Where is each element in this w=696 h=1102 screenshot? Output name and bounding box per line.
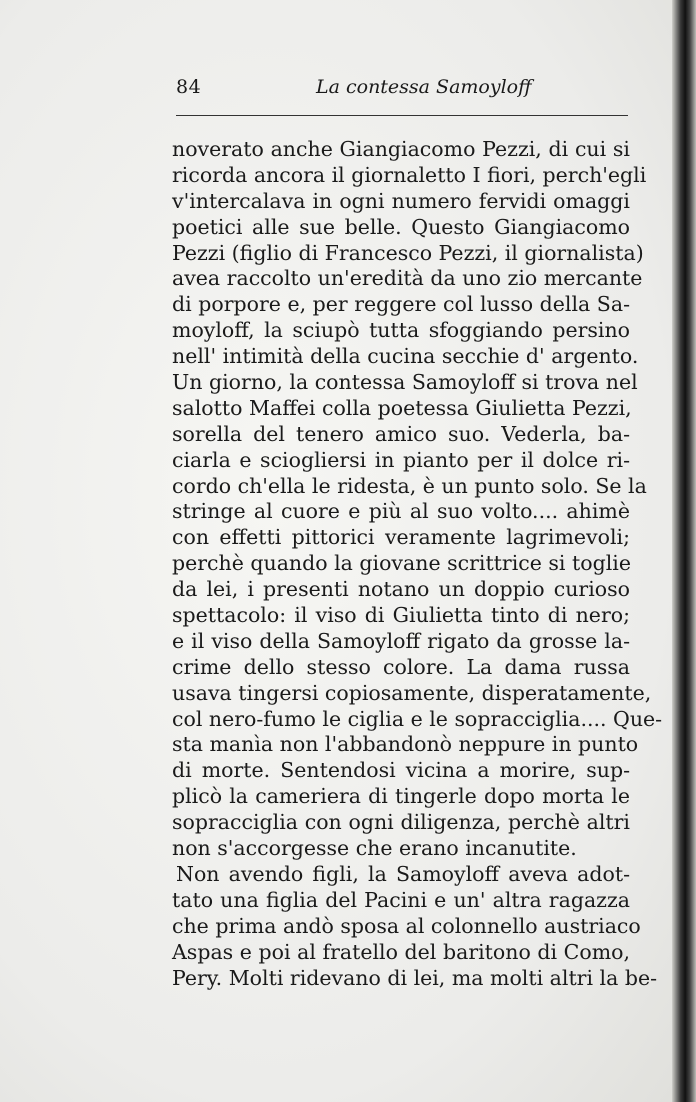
text-line: plicò la cameriera di tingerle dopo morta le: [172, 784, 630, 809]
text-line: tato una figlia del Pacini e un' altra ragazza: [172, 887, 630, 912]
text-line: di porpore e, per reggere col lusso della Sa-: [172, 292, 630, 317]
text-line: col nero-fumo le ciglia e le sopracciglia.... Que-: [172, 706, 663, 731]
text-line: cordo ch'ella le ridesta, è un punto solo. Se la: [172, 473, 647, 498]
running-title: La contessa Samoyloff: [316, 76, 532, 98]
header-rule: [176, 115, 628, 116]
text-line: di morte. Sentendosi vicina a morire, sup-: [172, 758, 630, 783]
text-line: sta manìa non l'abbandonò neppure in punto: [172, 732, 639, 757]
text-line: noverato anche Giangiacomo Pezzi, di cui si: [172, 137, 630, 161]
text-line: salotto Maffei colla poetessa Giulietta Pezzi,: [172, 395, 632, 420]
text-line: con effetti pittorici veramente lagrimevoli;: [172, 525, 630, 550]
text-line: avea raccolto un'eredità da uno zio mercante: [172, 266, 643, 291]
text-line: Pery. Molti ridevano di lei, ma molti altri la be-: [172, 965, 658, 990]
text-line: e il viso della Samoyloff rigato da grosse la-: [172, 628, 630, 653]
text-line: Un giorno, la contessa Samoyloff si trova nel: [172, 370, 638, 395]
text-line: spettacolo: il viso di Giulietta tinto di nero;: [172, 603, 630, 628]
text-line: da lei, i presenti notano un doppio curioso: [172, 577, 630, 602]
text-line: moyloff, la sciupò tutta sfoggiando persino: [172, 318, 630, 343]
text-line: stringe al cuore e più al suo volto.... ahimè: [172, 499, 630, 524]
text-line: v'intercalava in ogni numero fervidi omaggi: [172, 188, 630, 213]
text-line: nell' intimità della cucina secchie d' argento.: [172, 344, 639, 369]
text-line: perchè quando la giovane scrittrice si toglie: [172, 551, 631, 576]
text-line: sopracciglia con ogni diligenza, perchè altri: [172, 810, 630, 835]
text-line: crime dello stesso colore. La dama russa: [172, 654, 630, 679]
text-line: sorella del tenero amico suo. Vederla, ba-: [172, 421, 630, 446]
text-line: non s'accorgesse che erano incanutite.: [172, 836, 577, 861]
text-line: usava tingersi copiosamente, disperatamente,: [172, 680, 652, 705]
text-line: ciarla e sciogliersi in pianto per il dolce ri-: [172, 447, 630, 472]
text-line: che prima andò sposa al colonnello austriaco: [172, 913, 641, 938]
text-line: Pezzi (figlio di Francesco Pezzi, il giornalista): [172, 240, 644, 265]
text-line: ricorda ancora il giornaletto I fiori, perch'egli: [172, 162, 647, 187]
text-line: Aspas e poi al fratello del baritono di Como,: [172, 939, 630, 964]
book-spine-edge: [672, 0, 696, 1102]
page-number: 84: [176, 76, 202, 98]
page-header: [176, 74, 628, 104]
body-text: [172, 137, 663, 991]
text-line: poetici alle sue belle. Questo Giangiacomo: [172, 214, 630, 239]
text-line: Non avendo figli, la Samoyloff aveva adot-: [176, 861, 630, 886]
